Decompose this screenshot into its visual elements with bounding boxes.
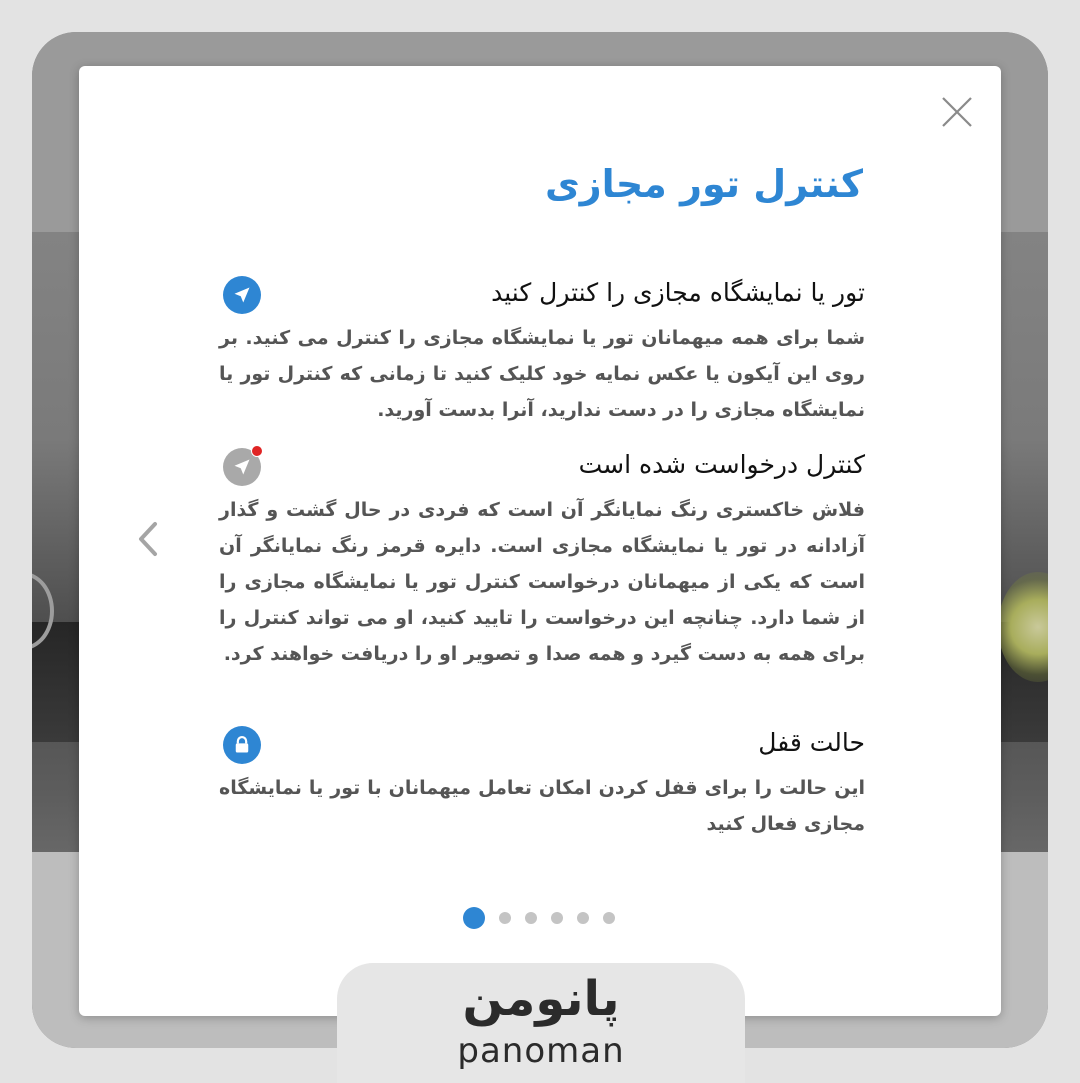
pagination-dots [463,906,615,930]
navigation-arrow-icon [232,285,252,305]
feature-title: کنترل درخواست شده است [578,450,865,479]
brand-logo [337,963,745,1083]
request-badge [251,445,263,457]
control-button[interactable] [223,276,261,314]
pagination-dot-2[interactable] [499,912,511,924]
close-icon [939,94,975,130]
feature-description: شما برای همه میهمانان تور یا نمایشگاه مجازی را کنترل می کنید. بر روی این آیکون یا عکس نمایه خود کلیک کنید تا زمانی که کنترل تور یا نمایشگاه مجازی را در دست ندارید، آنرا بدست آورید. [219,327,865,421]
lock-icon [232,735,252,755]
tour-control-modal [79,66,1001,1016]
pagination-dot-6[interactable] [603,912,615,924]
control-request-button[interactable] [223,448,261,486]
close-button[interactable] [939,94,975,130]
feature-item-lock-mode [219,726,865,842]
feature-title: تور یا نمایشگاه مجازی را کنترل کنید [491,278,865,307]
brand-name-persian: پانومن [462,971,620,1027]
pagination-dot-1[interactable] [463,907,485,929]
chevron-left-icon [133,518,163,560]
previous-slide-button[interactable] [133,518,163,560]
feature-description: فلاش خاکستری رنگ نمایانگر آن است که فردی در حال گشت و گذار آزادانه در تور یا نمایشگاه مجازی است. دایره قرمز رنگ نمایانگر آن است که یکی از میهمانان درخواست کنترل تور یا نمایشگاه مجازی را از شما دارد. چنانچه این درخواست را تایید کنید، او می تواند کنترل را برای همه به دست گیرد و همه صدا و تصویر او را دریافت خواهند کرد. [219,499,865,665]
brand-name-english: panoman [457,1031,625,1071]
feature-item-control-requested [219,448,865,672]
pagination-dot-4[interactable] [551,912,563,924]
pagination-dot-3[interactable] [525,912,537,924]
modal-title: کنترل تور مجازی [544,162,863,206]
feature-title: حالت قفل [758,728,865,757]
pagination-dot-5[interactable] [577,912,589,924]
feature-item-take-control [219,276,865,428]
navigation-arrow-requested-icon [232,457,252,477]
feature-description: این حالت را برای قفل کردن امکان تعامل میهمانان با تور یا نمایشگاه مجازی فعال کنید [219,777,865,835]
lock-button[interactable] [223,726,261,764]
